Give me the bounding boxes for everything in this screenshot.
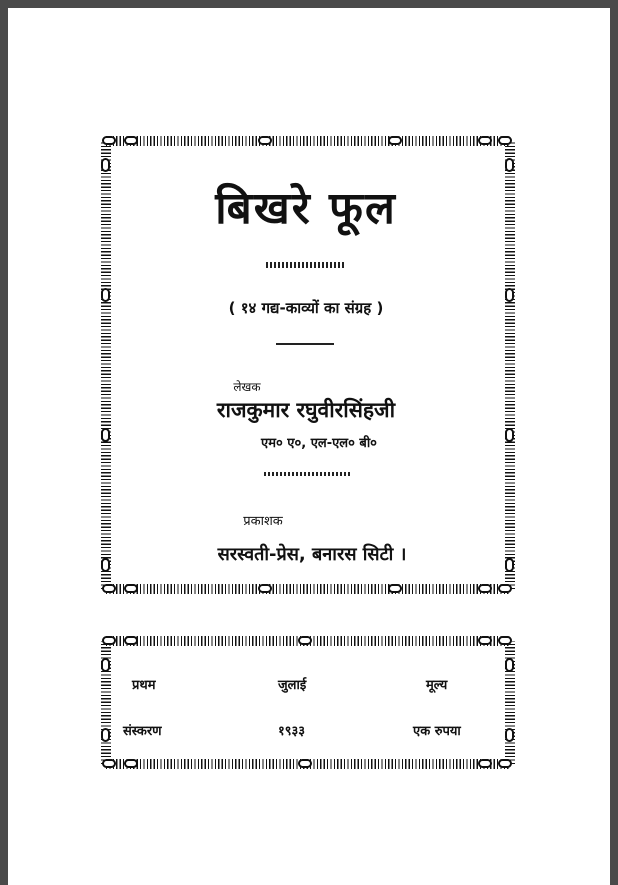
edition-value: संस्करण <box>123 724 162 739</box>
price-value: एक रुपया <box>413 724 461 739</box>
publisher-name: सरस्वती-प्रेस, बनारस सिटी । <box>217 544 407 565</box>
book-title: बिखरे फूल <box>215 183 397 234</box>
price-label: मूल्य <box>426 678 448 693</box>
subtitle-divider <box>276 343 334 345</box>
author-divider-ornament <box>264 472 350 476</box>
author-name: राजकुमार रघुवीरसिंहजी <box>216 398 396 422</box>
month-label: जुलाई <box>278 678 307 693</box>
edition-label: प्रथम <box>132 678 156 693</box>
author-degrees: एम० ए०, एल-एल० बी० <box>261 436 377 451</box>
book-title-page <box>8 8 610 885</box>
title-divider-ornament <box>266 262 346 268</box>
author-label: लेखक <box>233 380 261 394</box>
year-value: १९३३ <box>278 724 306 739</box>
subtitle: ( १४ गद्य-काव्यों का संग्रह ) <box>228 299 384 317</box>
publisher-label: प्रकाशक <box>243 514 283 529</box>
